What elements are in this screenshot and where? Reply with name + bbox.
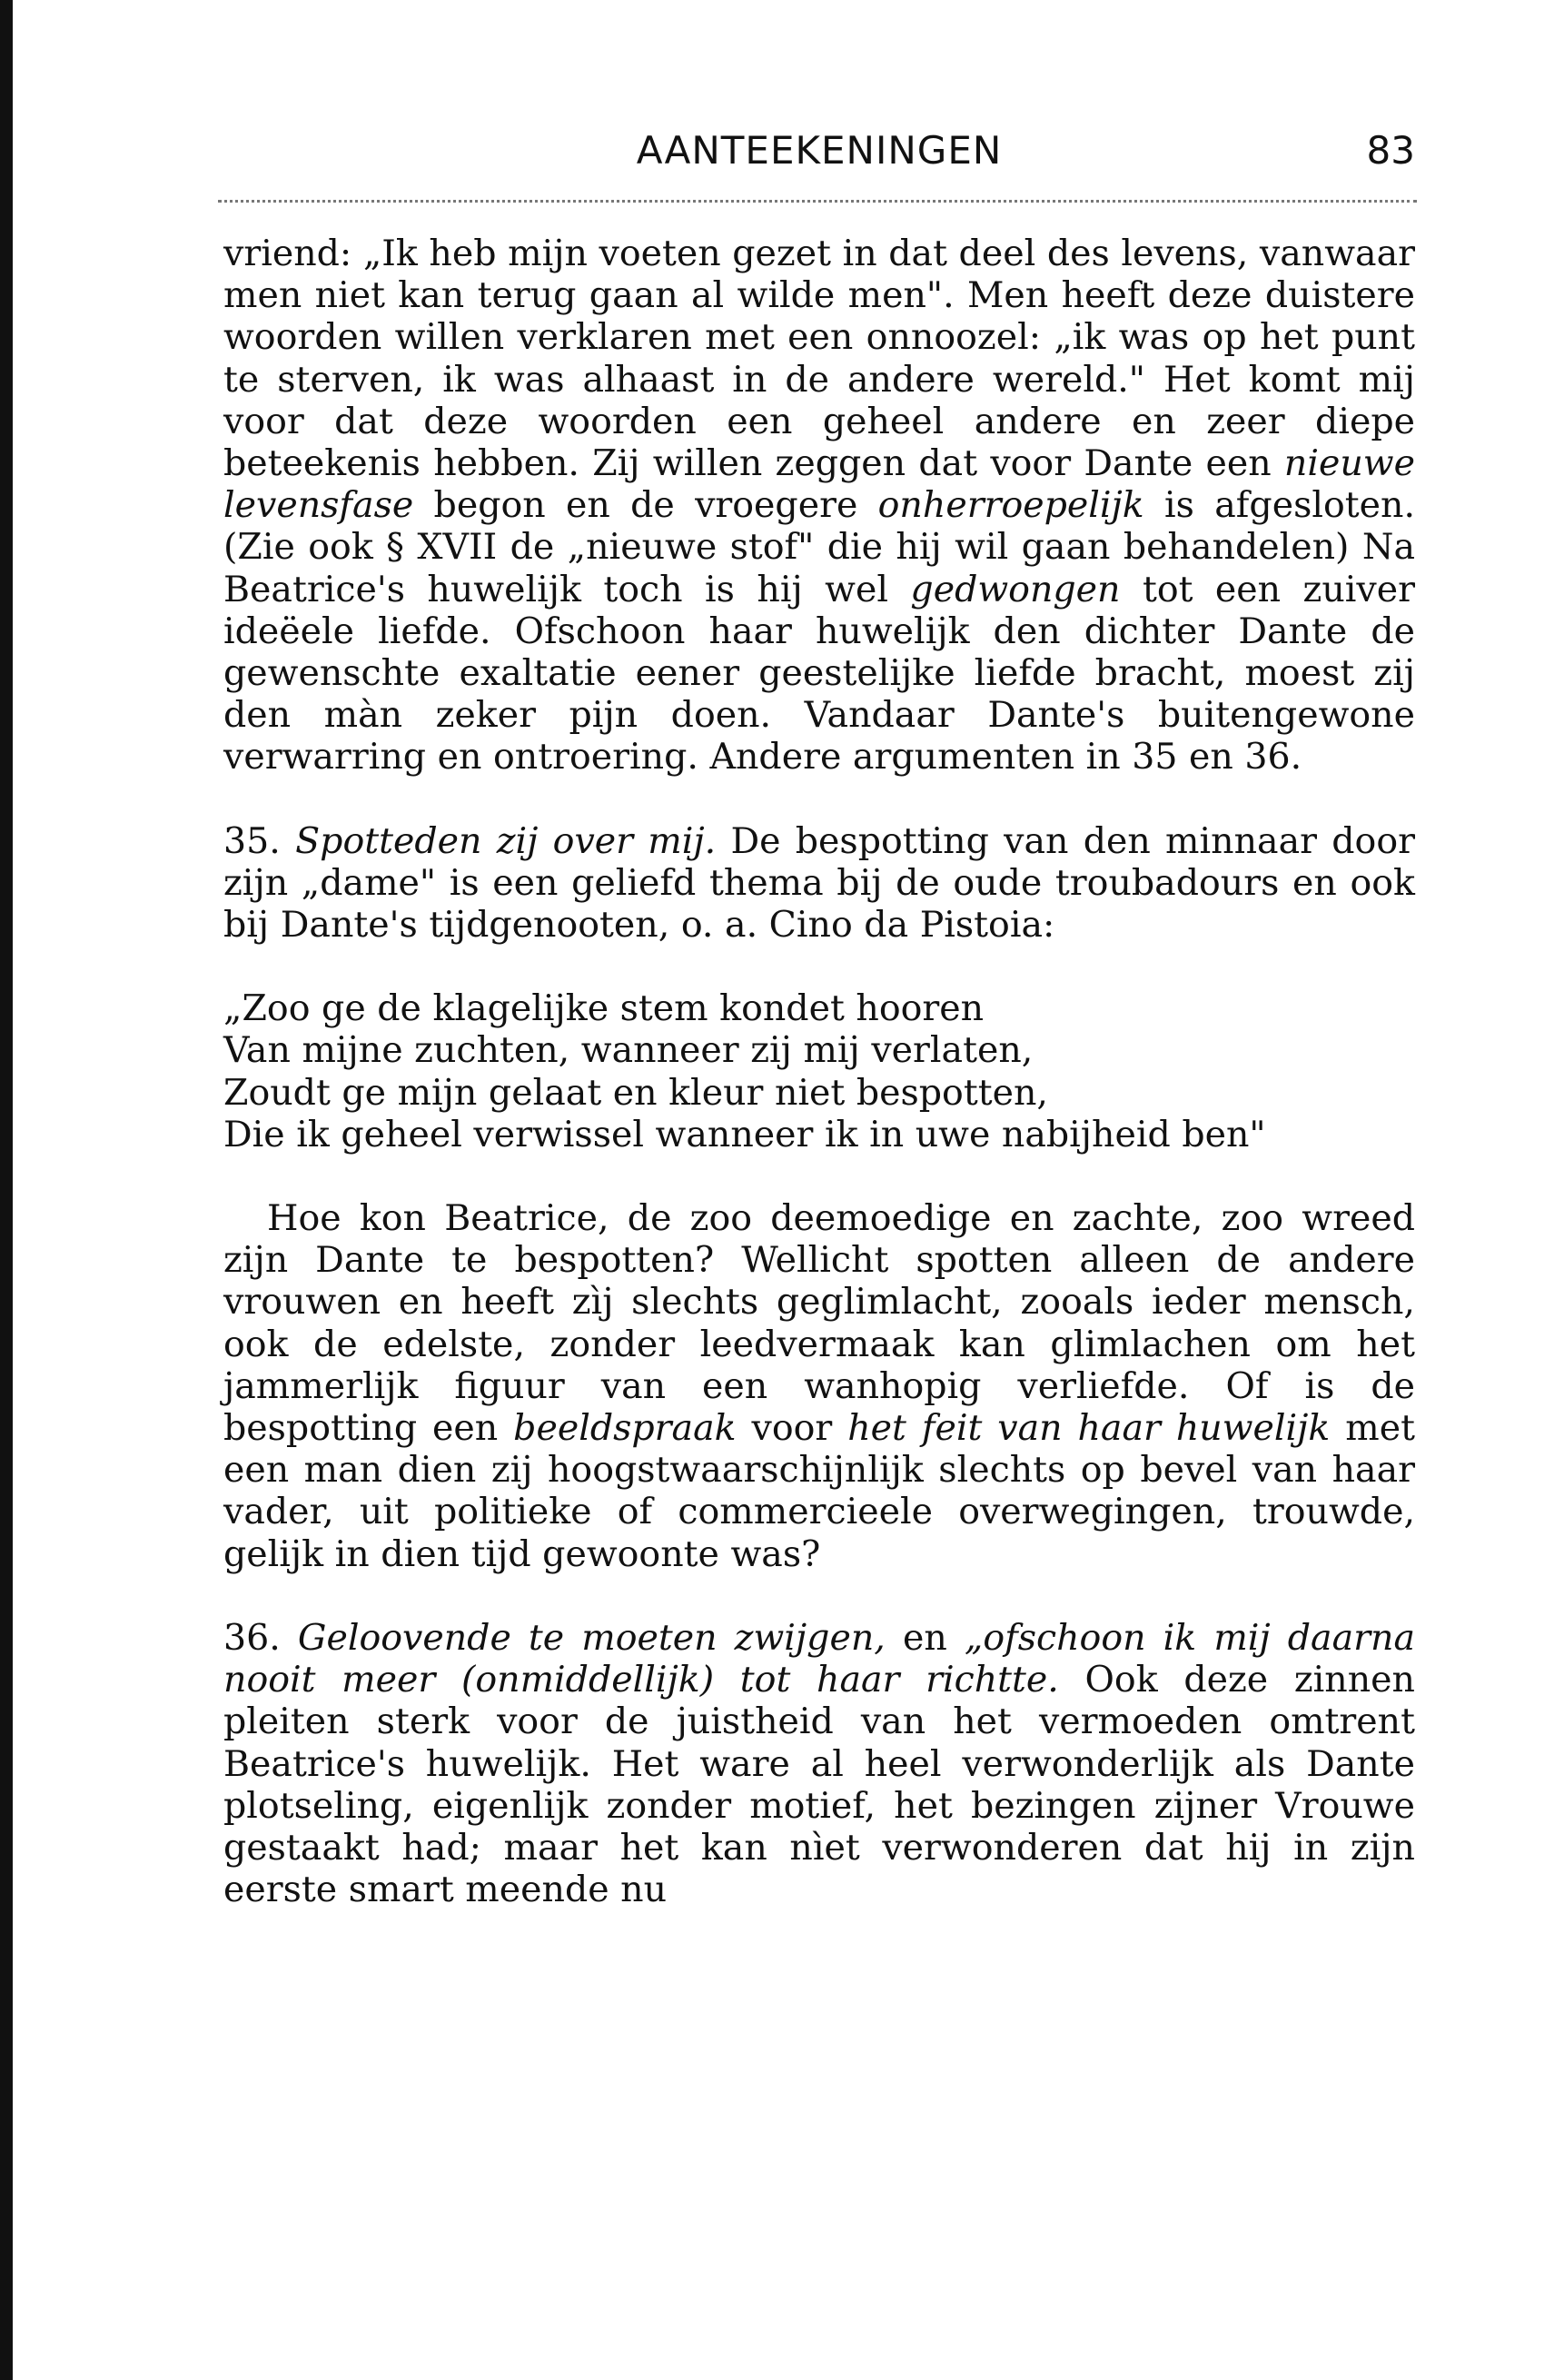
poem-line: Die ik geheel verwissel wanneer ik in uwe nabijheid ben" xyxy=(223,1113,1266,1155)
italic-phrase: gedwongen xyxy=(910,568,1121,610)
paragraph-note-36 xyxy=(223,1617,1415,1910)
italic-phrase: het feit van haar huwelijk xyxy=(847,1407,1331,1450)
italic-phrase: „ofschoon ik mij daarna nooit meer (onmiddellijk) tot haar richtte. xyxy=(223,1616,1416,1701)
text-run: en xyxy=(885,1616,965,1659)
paragraph-spacer xyxy=(223,1155,1415,1197)
italic-phrase: nieuwe levensfase xyxy=(223,442,1415,527)
book-spine-shadow xyxy=(0,0,13,2380)
running-title: AANTEEKENINGEN xyxy=(636,128,1003,173)
paragraph-note-35 xyxy=(223,820,1415,947)
page-body xyxy=(223,233,1415,1910)
poem-line: Zoudt ge mijn gelaat en kleur niet bespotten, xyxy=(223,1071,1048,1114)
text-run: De bespotting van den minnaar door zijn „dame" is een geliefd thema bij de oude troubadours en ook bij Dante's tijdgenooten, o. a. Cino da Pistoia: xyxy=(223,819,1416,947)
note-number: 36. xyxy=(223,1616,298,1659)
text-run: is afgesloten. (Zie ook § XVII de „nieuwe stof" die hij wil gaan behandelen) Na Beatrice's huwelijk toch is hij wel xyxy=(223,484,1415,610)
paragraph-spacer xyxy=(223,946,1415,987)
italic-phrase: Spotteden zij over mij. xyxy=(295,819,717,862)
italic-phrase: beeldspraak xyxy=(513,1407,737,1450)
text-run: met een man dien zij hoogstwaarschijnlijk slechts op bevel van haar vader, uit politieke of commercieele overwegingen, trouwde, gelijk in dien tijd gewoonte was? xyxy=(223,1407,1415,1575)
text-run: Ook deze zinnen pleiten sterk voor de juistheid van het vermoeden omtrent Beatrice's huwelijk. Het ware al heel verwonderlijk als Dante plotseling, eigenlijk zonder motief, het bezingen zijner Vrouwe gestaakt had; maar het kan nìet verwonderen dat hij in zijn eerste smart meende nu xyxy=(223,1659,1415,1911)
italic-phrase: onherroepelijk xyxy=(877,484,1144,527)
quoted-poem xyxy=(223,987,1415,1155)
text-run: vriend: „Ik heb mijn voeten gezet in dat deel des levens, vanwaar men niet kan terug gaan al wilde men". Men heeft deze duistere woorden willen verklaren met een onnoozel: „ik was op het punt te sterven, ik was alhaast in de andere wereld." Het komt mij voor dat deze woorden een geheel andere en zeer diepe beteekenis hebben. Zij willen zeggen dat voor Dante een xyxy=(223,233,1415,485)
poem-line: „Zoo ge de klagelijke stem kondet hooren xyxy=(223,987,985,1030)
paragraph-spacer xyxy=(223,778,1415,820)
text-run: tot een zuiver ideëele liefde. Ofschoon haar huwelijk den dichter Dante de gewenschte exaltatie eener geestelijke liefde bracht, moest zij den màn zeker pijn doen. Vandaar Dante's buitengewone verwarring en ontroering. Andere argumenten in 35 en 36. xyxy=(223,568,1416,778)
italic-phrase: Geloovende te moeten zwijgen, xyxy=(297,1616,886,1659)
poem-line: Van mijne zuchten, wanneer zij mij verlaten, xyxy=(223,1029,1034,1072)
text-run: begon en de vroegere xyxy=(413,484,878,527)
paragraph-note-34-continued xyxy=(223,233,1415,778)
header-divider xyxy=(218,200,1417,203)
paragraph-commentary xyxy=(223,1197,1415,1575)
page-header xyxy=(223,124,1415,182)
page-number: 83 xyxy=(1366,128,1415,173)
paragraph-spacer xyxy=(223,1575,1415,1617)
text-run: voor xyxy=(736,1407,848,1450)
text-run: Hoe kon Beatrice, de zoo deemoedige en zachte, zoo wreed zijn Dante te bespotten? Wellicht spotten alleen de andere vrouwen en heeft zìj slechts geglimlacht, zooals ieder mensch, ook de edelste, zonder leedvermaak kan glimlachen om het jammerlijk figuur van een wanhopig verliefde. Of is de bespotting een xyxy=(223,1197,1415,1450)
note-number: 35. xyxy=(223,819,296,862)
